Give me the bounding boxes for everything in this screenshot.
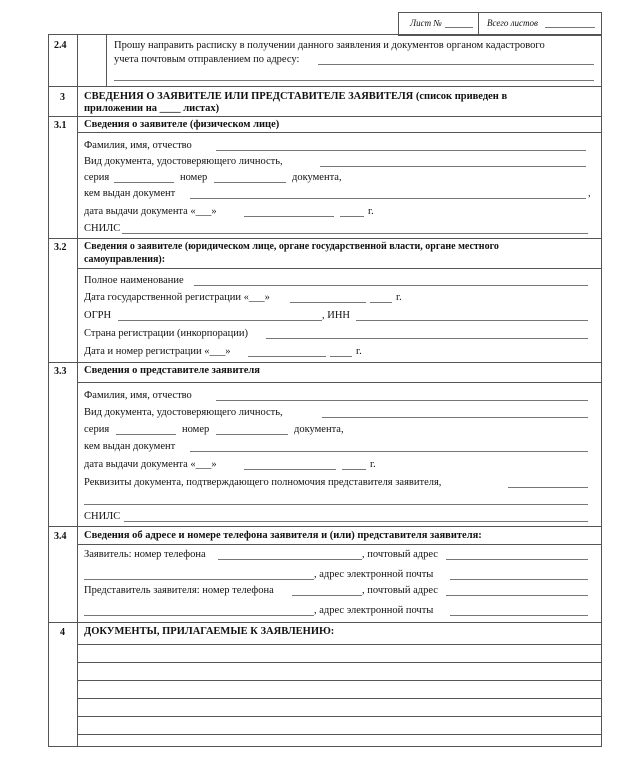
section-4-title: ДОКУМЕНТЫ, ПРИЛАГАЕМЫЕ К ЗАЯВЛЕНИЮ: bbox=[84, 626, 335, 637]
section-2-4-checkbox-divider bbox=[106, 34, 107, 86]
section-3-2-title-line2: самоуправления): bbox=[84, 254, 166, 265]
applicant-issued-by-field[interactable] bbox=[190, 198, 586, 199]
row-divider bbox=[48, 526, 602, 527]
rep-phone-field[interactable] bbox=[292, 595, 362, 596]
org-reg-date-num-year-label: г. bbox=[356, 346, 362, 357]
section-3-number: 3 bbox=[60, 92, 65, 103]
section-3-3-title: Сведения о представителе заявителя bbox=[84, 365, 260, 376]
rep-credentials-field-1[interactable] bbox=[508, 487, 588, 488]
applicant-series-label: серия bbox=[84, 172, 110, 183]
section-3-1-title: Сведения о заявителе (физическом лице) bbox=[84, 119, 280, 130]
applicant-doc-type-field[interactable] bbox=[320, 166, 586, 167]
applicant-fio-field[interactable] bbox=[216, 150, 586, 151]
rep-series-label: серия bbox=[84, 424, 110, 435]
org-ogrn-label: ОГРН bbox=[84, 310, 112, 321]
rep-fio-label: Фамилия, имя, отчество bbox=[84, 390, 192, 401]
rep-email-label: , адрес электронной почты bbox=[314, 605, 434, 616]
documents-line-4[interactable] bbox=[77, 698, 602, 699]
applicant-postal-field-2[interactable] bbox=[84, 579, 314, 580]
section-3-title-line2: приложении на ____ листах) bbox=[84, 103, 220, 114]
rep-snils-label: СНИЛС bbox=[84, 511, 121, 522]
rep-doc-type-label: Вид документа, удостоверяющего личность, bbox=[84, 407, 283, 418]
rep-email-field[interactable] bbox=[450, 615, 588, 616]
applicant-issued-by-label: кем выдан документ bbox=[84, 188, 176, 199]
number-column-divider bbox=[77, 34, 78, 747]
row-divider bbox=[48, 622, 602, 623]
org-country-field[interactable] bbox=[266, 338, 588, 339]
applicant-issue-year-field[interactable] bbox=[340, 216, 364, 217]
row-divider bbox=[48, 86, 602, 87]
org-full-name-field[interactable] bbox=[194, 285, 588, 286]
rep-number-field[interactable] bbox=[216, 434, 288, 435]
section-2-4-line1: Прошу направить расписку в получении данного заявления и документов органом кадастрового bbox=[114, 40, 545, 51]
row-divider bbox=[48, 238, 602, 239]
org-reg-date-label: Дата государственной регистрации «___» bbox=[84, 292, 270, 303]
rep-postal-field-2[interactable] bbox=[84, 615, 314, 616]
rep-postal-field[interactable] bbox=[446, 595, 588, 596]
applicant-postal-label: , почтовый адрес bbox=[362, 549, 438, 560]
org-country-label: Страна регистрации (инкорпорации) bbox=[84, 328, 248, 339]
documents-line-5[interactable] bbox=[77, 716, 602, 717]
org-reg-year-field[interactable] bbox=[370, 302, 392, 303]
rep-issued-by-label: кем выдан документ bbox=[84, 441, 176, 452]
documents-line-2[interactable] bbox=[77, 662, 602, 663]
applicant-email-field[interactable] bbox=[450, 579, 588, 580]
applicant-number-field[interactable] bbox=[214, 182, 286, 183]
applicant-email-label: , адрес электронной почты bbox=[314, 569, 434, 580]
rep-series-field[interactable] bbox=[116, 434, 176, 435]
applicant-of-doc-label: документа, bbox=[292, 172, 342, 183]
rep-issue-year-field[interactable] bbox=[342, 469, 366, 470]
rep-snils-field[interactable] bbox=[124, 521, 588, 522]
rep-fio-field[interactable] bbox=[216, 400, 588, 401]
applicant-postal-field[interactable] bbox=[446, 559, 588, 560]
section-3-title-line1: СВЕДЕНИЯ О ЗАЯВИТЕЛЕ ИЛИ ПРЕДСТАВИТЕЛЕ ЗАЯВИТЕЛЯ (список приведен в bbox=[84, 91, 508, 102]
row-divider bbox=[77, 268, 602, 269]
row-divider bbox=[48, 362, 602, 363]
section-3-4-number: 3.4 bbox=[54, 531, 67, 542]
applicant-issue-month-field[interactable] bbox=[244, 216, 334, 217]
org-inn-label: , ИНН bbox=[322, 310, 350, 321]
row-divider bbox=[77, 544, 602, 545]
row-divider bbox=[77, 382, 602, 383]
org-reg-date-num-year-field[interactable] bbox=[330, 356, 352, 357]
documents-line-3[interactable] bbox=[77, 680, 602, 681]
org-reg-month-field[interactable] bbox=[290, 302, 366, 303]
address-line-1[interactable] bbox=[318, 64, 594, 65]
org-full-name-label: Полное наименование bbox=[84, 275, 184, 286]
rep-credentials-label: Реквизиты документа, подтверждающего полномочия представителя заявителя, bbox=[84, 477, 442, 488]
org-inn-field[interactable] bbox=[356, 320, 588, 321]
section-3-3-number: 3.3 bbox=[54, 366, 67, 377]
address-line-2[interactable] bbox=[114, 80, 594, 81]
rep-issued-by-field[interactable] bbox=[190, 451, 588, 452]
applicant-series-field[interactable] bbox=[114, 182, 174, 183]
section-2-4-line2: учета почтовым отправлением по адресу: bbox=[114, 54, 300, 65]
applicant-snils-field[interactable] bbox=[122, 233, 588, 234]
row-divider bbox=[48, 116, 602, 117]
applicant-number-label: номер bbox=[180, 172, 208, 183]
total-sheets-line[interactable] bbox=[545, 27, 595, 28]
sheet-number-line[interactable] bbox=[445, 27, 473, 28]
rep-doc-type-field[interactable] bbox=[322, 417, 588, 418]
org-reg-date-num-field[interactable] bbox=[248, 356, 326, 357]
row-divider bbox=[77, 132, 602, 133]
org-reg-year-label: г. bbox=[396, 292, 402, 303]
org-reg-date-num-label: Дата и номер регистрации «___» bbox=[84, 346, 231, 357]
applicant-phone-label: Заявитель: номер телефона bbox=[84, 549, 206, 560]
sheet-number-label: Лист № bbox=[410, 18, 442, 28]
section-2-4-number: 2.4 bbox=[54, 40, 67, 51]
sheet-header-divider bbox=[478, 12, 479, 34]
applicant-fio-label: Фамилия, имя, отчество bbox=[84, 140, 192, 151]
rep-year-label: г. bbox=[370, 459, 376, 470]
rep-issue-date-label: дата выдачи документа «___» bbox=[84, 459, 217, 470]
rep-postal-label: , почтовый адрес bbox=[362, 585, 438, 596]
rep-of-doc-label: документа, bbox=[294, 424, 344, 435]
applicant-doc-type-label: Вид документа, удостоверяющего личность, bbox=[84, 156, 283, 167]
total-sheets-label: Всего листов bbox=[487, 18, 538, 28]
rep-issue-month-field[interactable] bbox=[244, 469, 336, 470]
applicant-issued-by-comma: , bbox=[588, 188, 591, 199]
section-3-1-number: 3.1 bbox=[54, 120, 67, 131]
applicant-issue-date-label: дата выдачи документа «___» bbox=[84, 206, 217, 217]
documents-line-1[interactable] bbox=[77, 644, 602, 645]
org-ogrn-field[interactable] bbox=[118, 320, 322, 321]
rep-number-label: номер bbox=[182, 424, 210, 435]
section-4-number: 4 bbox=[60, 627, 65, 638]
rep-credentials-field-2[interactable] bbox=[84, 504, 588, 505]
applicant-phone-field[interactable] bbox=[218, 559, 362, 560]
rep-phone-label: Представитель заявителя: номер телефона bbox=[84, 585, 274, 596]
section-3-2-title-line1: Сведения о заявителе (юридическом лице, органе государственной власти, органе местного bbox=[84, 241, 499, 252]
section-3-2-number: 3.2 bbox=[54, 242, 67, 253]
documents-line-6[interactable] bbox=[77, 734, 602, 735]
applicant-snils-label: СНИЛС bbox=[84, 223, 121, 234]
section-3-4-title: Сведения об адресе и номере телефона заявителя и (или) представителя заявителя: bbox=[84, 530, 482, 541]
applicant-year-label: г. bbox=[368, 206, 374, 217]
